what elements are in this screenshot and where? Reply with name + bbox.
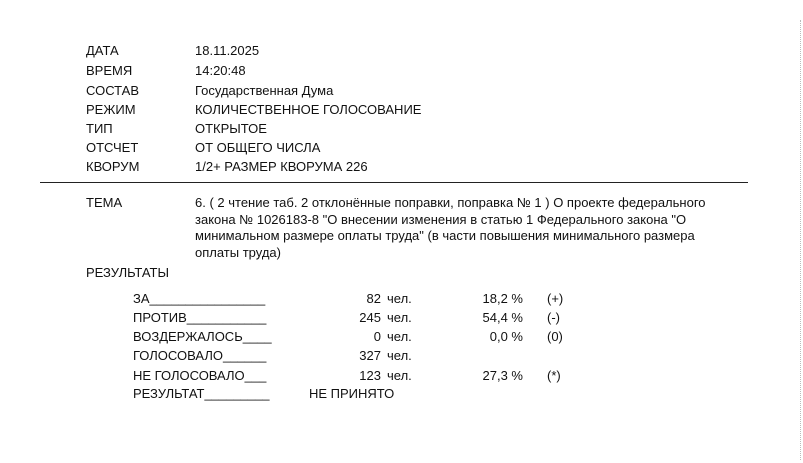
- section-divider: [40, 182, 748, 183]
- result-abstained-percent: 0,0 %: [489, 329, 523, 344]
- topic-label: ТЕМА: [86, 195, 123, 210]
- type-value: ОТКРЫТОЕ: [195, 121, 267, 136]
- time-value: 14:20:48: [195, 63, 246, 78]
- result-voted-unit: чел.: [387, 348, 412, 363]
- result-against-code: (-): [547, 310, 560, 325]
- result-for-percent: 18,2 %: [482, 291, 523, 306]
- outcome-value: НЕ ПРИНЯТО: [309, 386, 395, 401]
- mode-label: РЕЖИМ: [86, 102, 136, 117]
- results-heading: РЕЗУЛЬТАТЫ: [86, 265, 169, 280]
- result-not-voted-label: НЕ ГОЛОСОВАЛО___: [133, 368, 267, 383]
- result-abstained-code: (0): [547, 329, 563, 344]
- quorum-value: 1/2+ РАЗМЕР КВОРУМА 226: [195, 159, 368, 174]
- result-against-unit: чел.: [387, 310, 412, 325]
- result-for-count: 82: [366, 291, 381, 306]
- date-label: ДАТА: [86, 43, 119, 58]
- outcome-label: РЕЗУЛЬТАТ_________: [133, 386, 270, 401]
- mode-value: КОЛИЧЕСТВЕННОЕ ГОЛОСОВАНИЕ: [195, 102, 422, 117]
- result-against-count: 245: [359, 310, 381, 325]
- count-basis-label: ОТСЧЕТ: [86, 140, 139, 155]
- result-abstained-label: ВОЗДЕРЖАЛОСЬ____: [133, 329, 272, 344]
- quorum-label: КВОРУМ: [86, 159, 140, 174]
- result-voted-count: 327: [359, 348, 381, 363]
- topic-text: 6. ( 2 чтение таб. 2 отклонённые поправки, поправка № 1 ) О проекте федерального закона № 1026183-8 "О внесении изменения в статью 1 Федерального закона "О минимальном размере оплаты труда" (в части повышения минимального размера оплаты труда): [195, 195, 706, 260]
- time-label: ВРЕМЯ: [86, 63, 133, 78]
- result-not-voted-unit: чел.: [387, 368, 412, 383]
- composition-label: СОСТАВ: [86, 83, 140, 98]
- count-basis-value: ОТ ОБЩЕГО ЧИСЛА: [195, 140, 321, 155]
- result-voted-label: ГОЛОСОВАЛО______: [133, 348, 267, 363]
- result-abstained-count: 0: [373, 329, 381, 344]
- result-against-percent: 54,4 %: [482, 310, 523, 325]
- result-not-voted-count: 123: [359, 368, 381, 383]
- scan-edge: [800, 20, 801, 460]
- type-label: ТИП: [86, 121, 113, 136]
- result-abstained-unit: чел.: [387, 329, 412, 344]
- result-not-voted-percent: 27,3 %: [482, 368, 523, 383]
- result-against-label: ПРОТИВ___________: [133, 310, 267, 325]
- result-for-code: (+): [547, 291, 564, 306]
- composition-value: Государственная Дума: [195, 83, 334, 98]
- result-for-unit: чел.: [387, 291, 412, 306]
- result-not-voted-code: (*): [547, 368, 561, 383]
- date-value: 18.11.2025: [195, 43, 260, 58]
- result-for-label: ЗА________________: [133, 291, 266, 306]
